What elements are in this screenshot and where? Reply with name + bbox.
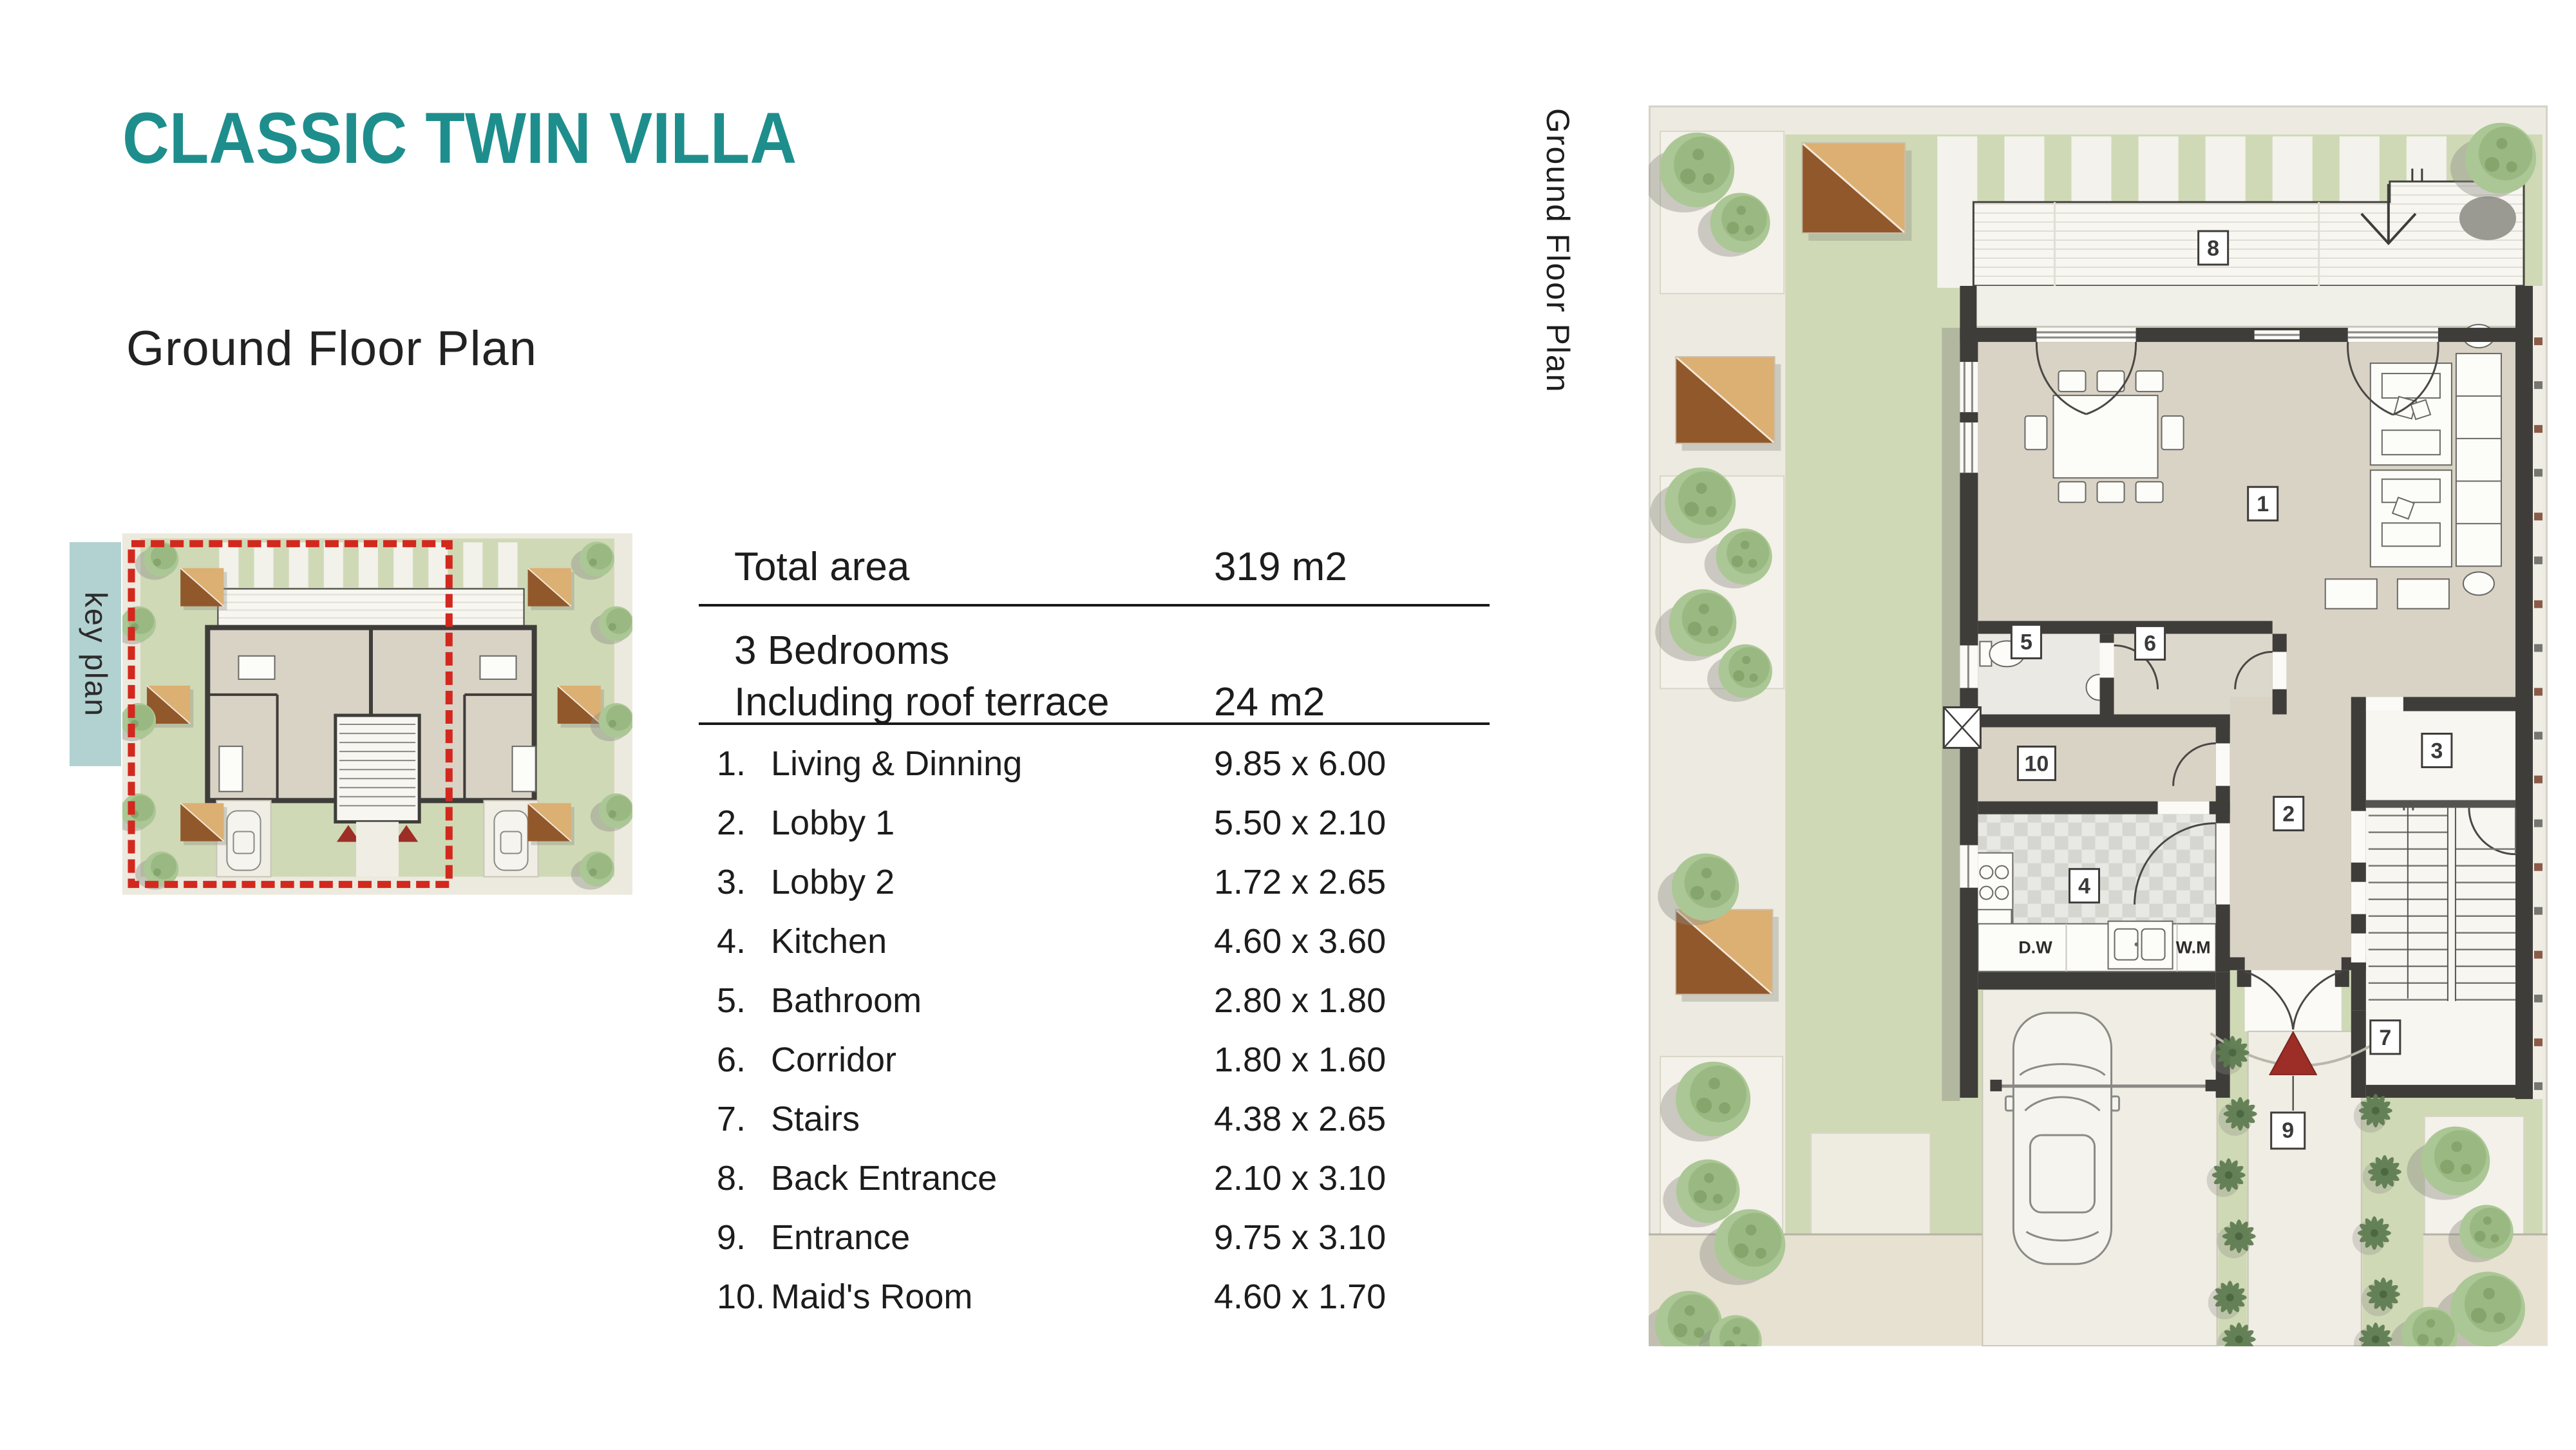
room-marker-corridor — [2136, 626, 2165, 659]
room-dims: 4.60 x 3.60 — [1214, 922, 1387, 961]
room-dims: 4.60 x 1.70 — [1214, 1277, 1387, 1316]
room-num: 8. — [717, 1159, 746, 1198]
room-marker-lobby1 — [2274, 797, 2304, 831]
room-marker-stairs — [2371, 1021, 2400, 1054]
room-name: Corridor — [771, 1040, 897, 1079]
room-num: 5. — [717, 981, 746, 1020]
boundary-fence — [2533, 286, 2543, 1099]
room-marker-kitchen — [2069, 869, 2099, 903]
key-plan-garden-tiles — [219, 542, 517, 587]
room-num: 3. — [717, 863, 746, 901]
room-name: Bathroom — [771, 981, 922, 1020]
table-rule-1 — [699, 604, 1490, 607]
room-marker-lobby2 — [2422, 734, 2452, 767]
key-plan-house — [207, 589, 538, 877]
key-plan-strip — [70, 542, 121, 766]
room-marker-bathroom — [2011, 625, 2041, 658]
room-dims: 1.72 x 2.65 — [1214, 863, 1387, 901]
room-dims: 2.10 x 3.10 — [1214, 1159, 1387, 1198]
washing-machine-label: W.M — [2175, 937, 2211, 957]
svg-text:7: 7 — [2379, 1025, 2392, 1050]
plan-side-label-wrap — [1539, 108, 1577, 469]
room-name: Stairs — [771, 1100, 860, 1138]
room-marker-maids-room — [2018, 747, 2055, 780]
svg-text:10: 10 — [2024, 751, 2049, 777]
plan-side-label: Ground Floor Plan — [1540, 108, 1576, 393]
room-dims: 2.80 x 1.80 — [1214, 981, 1387, 1020]
room-dims: 1.80 x 1.60 — [1214, 1040, 1387, 1079]
room-num: 2. — [717, 804, 746, 842]
room-name: Living & Dinning — [771, 744, 1023, 783]
room-name: Maid's Room — [771, 1277, 973, 1316]
svg-text:9: 9 — [2282, 1118, 2295, 1143]
room-marker-living — [2248, 487, 2278, 520]
room-name: Lobby 1 — [771, 804, 895, 842]
total-area-label: Total area — [734, 545, 910, 589]
roof-terrace-value: 24 m2 — [1214, 680, 1325, 724]
svg-text:1: 1 — [2257, 492, 2269, 517]
svg-text:5: 5 — [2020, 630, 2032, 655]
room-name: Lobby 2 — [771, 863, 895, 901]
key-plan-map — [122, 532, 632, 896]
room-dims: 9.85 x 6.00 — [1214, 744, 1387, 783]
room-dims: 5.50 x 2.10 — [1214, 804, 1387, 842]
entrance-walkway — [2248, 1031, 2362, 1346]
svg-text:4: 4 — [2078, 874, 2090, 899]
dishwasher-label: D.W — [2018, 937, 2052, 957]
room-dims: 4.38 x 2.65 — [1214, 1100, 1387, 1138]
ground-floor-plan — [1649, 105, 2548, 1346]
room-num: 10. — [717, 1277, 766, 1316]
room-marker-entrance — [2271, 1113, 2305, 1149]
page-subtitle: Ground Floor Plan — [126, 321, 537, 376]
room-num: 9. — [717, 1218, 746, 1257]
room-num: 1. — [717, 744, 746, 783]
roof-terrace-label: Including roof terrace — [734, 680, 1110, 724]
svg-text:6: 6 — [2144, 631, 2157, 656]
svg-text:2: 2 — [2282, 802, 2295, 827]
room-name: Entrance — [771, 1218, 911, 1257]
room-dims: 9.75 x 3.10 — [1214, 1218, 1387, 1257]
svg-text:3: 3 — [2430, 739, 2443, 764]
table-rule-2 — [699, 722, 1490, 725]
page-title: CLASSIC TWIN VILLA — [122, 98, 797, 178]
total-area-value: 319 m2 — [1214, 545, 1347, 589]
bedrooms-label: 3 Bedrooms — [734, 628, 950, 673]
room-num: 7. — [717, 1100, 746, 1138]
room-num: 6. — [717, 1040, 746, 1079]
car — [2005, 1013, 2119, 1264]
room-num: 4. — [717, 922, 746, 961]
room-name: Kitchen — [771, 922, 887, 961]
area-table — [699, 531, 1490, 1342]
key-plan-label: key plan — [78, 591, 113, 717]
svg-text:8: 8 — [2207, 236, 2220, 261]
room-marker-back-entrance — [2199, 231, 2228, 265]
room-name: Back Entrance — [771, 1159, 998, 1198]
